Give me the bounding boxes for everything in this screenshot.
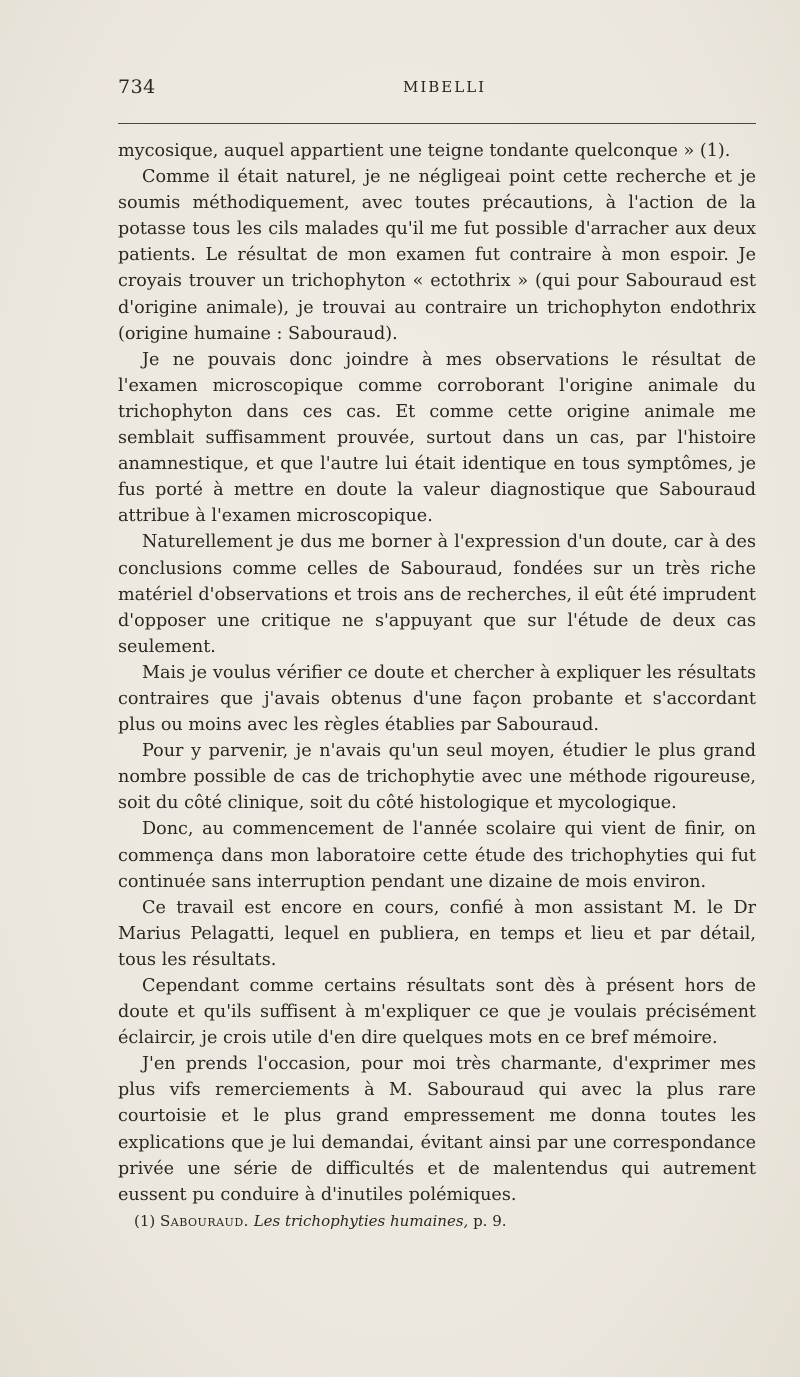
paragraph: J'en prends l'occasion, pour moi très charmante, d'exprimer mes plus vifs remerciements à M. Sabouraud qui avec la plus rare courtoisie et le plus grand empressement me donna toutes les explications que je lui demandai, évitant ainsi par une correspondance privée une série de difficultés et de malentendus qui autrement eussent pu conduire à d'inutiles polémiques. <box>118 1054 756 1205</box>
page-number: 734 <box>118 76 156 98</box>
body-text <box>118 138 756 1208</box>
footnote-page: p. 9. <box>473 1212 507 1230</box>
footnote <box>134 1211 734 1231</box>
paragraph: Pour y parvenir, je n'avais qu'un seul moyen, étudier le plus grand nombre possible de cas de trichophytie avec une méthode rigoureuse, soit du côté clinique, soit du côté histologique et mycologique. <box>118 741 756 814</box>
paragraph: Naturellement je dus me borner à l'expression d'un doute, car à des conclusions comme celles de Sabouraud, fondées sur un très riche matériel d'observations et trois ans de recherches, il eût été imprudent d'opposer une critique ne s'appuyant que sur l'étude de deux cas seulement. <box>118 532 756 657</box>
paragraph: Cependant comme certains résultats sont dès à présent hors de doute et qu'ils suffisent à m'expliquer ce que je voulais précisément éclaircir, je crois utile d'en dire quelques mots en ce bref mémoire. <box>118 976 756 1049</box>
running-head: MIBELLI <box>403 78 487 96</box>
paragraph: mycosique, auquel appartient une teigne tondante quelconque » (1). <box>118 141 731 161</box>
paragraph: Ce travail est encore en cours, confié à mon assistant M. le Dr Marius Pelagatti, lequel en publiera, en temps et lieu et par détail, tous les résultats. <box>118 897 756 970</box>
paragraph: Je ne pouvais donc joindre à mes observations le résultat de l'examen microscopique comme corroborant l'origine animale du trichophyton dans ces cas. Et comme cette origine animale me semblait suffisamment prouvée, surtout dans un cas, par l'histoire anamnestique, et que l'autre lui était identique en tous symptômes, je fus porté à mettre en doute la valeur diagnostique que Sabouraud attribue à l'examen microscopique. <box>118 349 756 527</box>
footnote-number: (1) <box>134 1212 156 1230</box>
paragraph: Comme il était naturel, je ne négligeai point cette recherche et je soumis méthodiquement, avec toutes précautions, à l'action de la potasse tous les cils malades qu'il me fut possible d'arracher aux deux patients. Le résultat de mon examen fut contraire à mon espoir. Je croyais trouver un trichophyton « ectothrix » (qui pour Sabouraud est d'origine animale), je trouvai au contraire un trichophyton endothrix (origine humaine : Sabouraud). <box>118 167 756 344</box>
header-rule <box>118 123 756 124</box>
footnote-author: Sabouraud. <box>160 1212 249 1230</box>
paragraph: Donc, au commencement de l'année scolaire qui vient de finir, on commença dans mon laboratoire cette étude des trichophyties qui fut continuée sans interruption pendant une dizaine de mois environ. <box>118 819 756 892</box>
footnote-title: Les trichophyties humaines, <box>253 1212 469 1230</box>
paragraph: Mais je voulus vérifier ce doute et chercher à expliquer les résultats contraires que j'avais obtenus d'une façon probante et s'accordant plus ou moins avec les règles établies par Sabouraud. <box>118 662 756 736</box>
page-header <box>118 76 756 100</box>
